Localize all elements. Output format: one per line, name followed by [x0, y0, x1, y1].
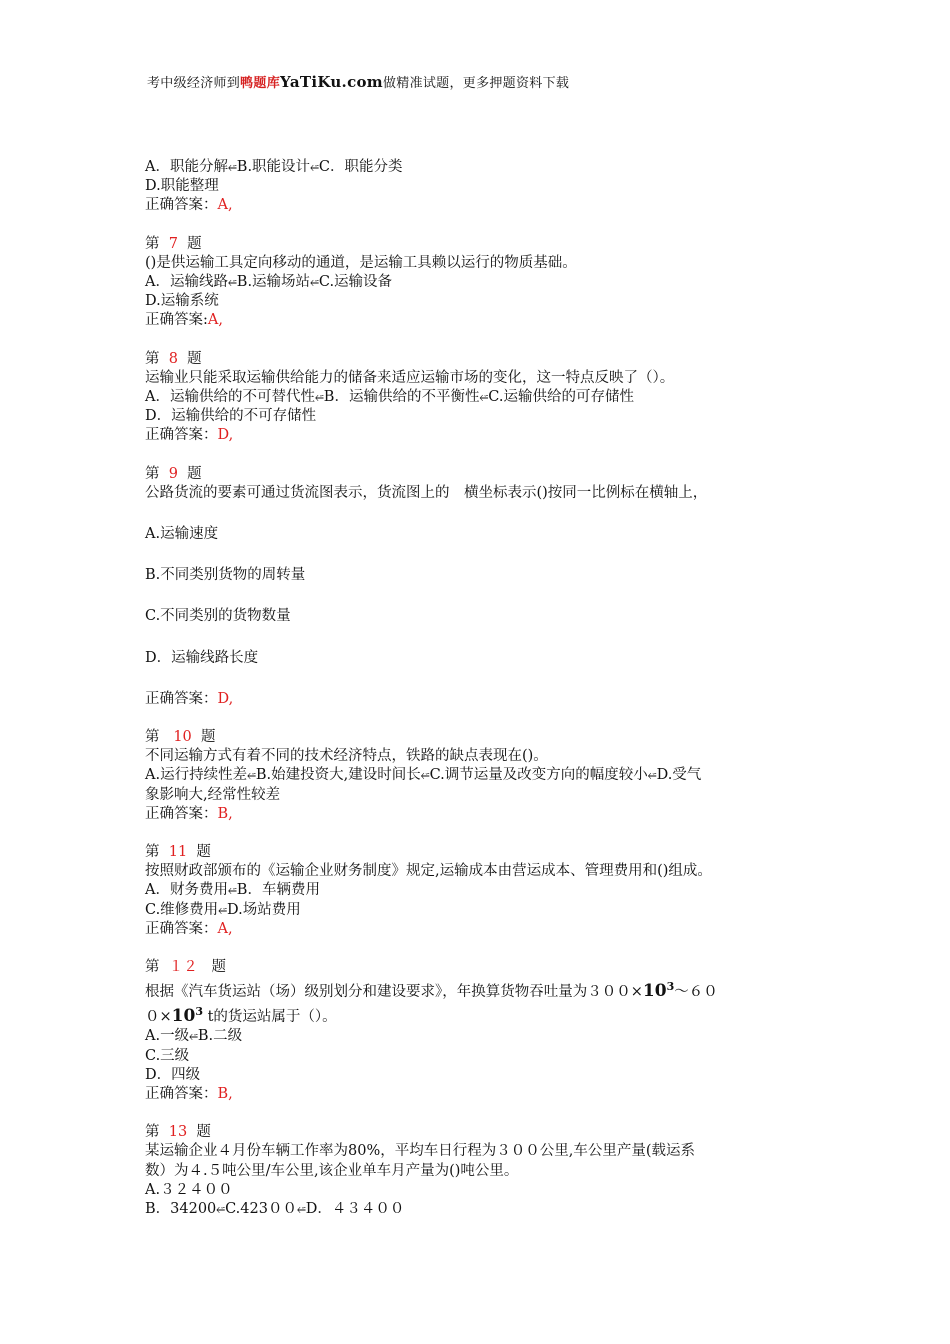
separator-glyph: ⭁ — [310, 161, 319, 174]
q8-option-c: C.运输供给的可存储性 — [488, 389, 634, 406]
q13-option-b: B．34200 — [145, 1200, 217, 1217]
separator-glyph: ⭁ — [189, 1030, 198, 1044]
answer-label: 正确答案： — [145, 920, 218, 937]
answer-value: D, — [217, 690, 234, 707]
q12-answer — [145, 1085, 825, 1104]
q10-option-d-cont: 象影响大,经常性较差 — [145, 786, 281, 803]
q11-option-a: A．财务费用 — [145, 882, 228, 899]
q7-option-d: D.运输系统 — [145, 293, 219, 310]
page-header — [147, 72, 569, 91]
question-number: 7 — [168, 235, 178, 252]
q11-option-b: B．车辆费用 — [236, 882, 320, 899]
q7-answer — [145, 311, 825, 330]
power-exponent: 3 — [195, 1005, 203, 1019]
q11-options-row-2 — [145, 901, 825, 920]
power-base: 10 — [642, 981, 667, 1002]
q8-option-a: A．运输供给的不可替代性 — [145, 389, 315, 406]
q6-option-c: C．职能分类 — [318, 159, 403, 175]
q11-title: 第 11 题 — [145, 844, 211, 861]
separator-glyph: ⭁ — [247, 769, 256, 783]
question-number: 9 — [168, 465, 178, 482]
header-prefix: 考中级经济师到 — [147, 76, 241, 91]
q12-option-a: A.一级 — [145, 1028, 190, 1045]
question-number: 10 — [173, 729, 192, 746]
q13-stem-line-1: 某运输企业４月份车辆工作率为80%，平均车日行程为３００公里,车公里产量(载运系 — [145, 1143, 695, 1160]
q7-title: 第 7 题 — [145, 235, 202, 252]
answer-value: A, — [217, 920, 233, 937]
q13-option-a: A.３２４００ — [145, 1181, 233, 1198]
q6-option-b: B.职能设计 — [236, 159, 311, 175]
separator-glyph: ⭁ — [296, 1202, 306, 1216]
q13-stem-line-2: 数）为４.５吨公里/车公里,该企业单车月产量为()吨公里。 — [145, 1162, 519, 1179]
power-base: 10 — [171, 1006, 196, 1027]
q11-option-c: C.维修费用 — [145, 901, 219, 918]
q6-option-a: A．职能分解 — [145, 159, 228, 175]
q9-title: 第 9 题 — [145, 465, 202, 482]
q12-option-d: D．四级 — [145, 1066, 201, 1083]
q6-option-d: D.职能整理 — [145, 178, 219, 195]
answer-value: D, — [217, 427, 234, 444]
answer-value: A, — [207, 312, 223, 329]
q8-title: 第 8 题 — [145, 350, 202, 367]
header-brand[interactable]: 鸭题库 — [240, 76, 281, 91]
q9-option-d: D．运输线路长度 — [145, 649, 259, 666]
q10-option-a: A.运行持续性差 — [145, 767, 248, 784]
q11-stem: 按照财政部颁布的《运输企业财务制度》规定,运输成本由营运成本、管理费用和()组成。 — [145, 863, 712, 880]
q9-option-c: C.不同类别的货物数量 — [145, 608, 291, 625]
q12-stem-text: 根据《汽车货运站（场）级别划分和建设要求》，年换算货物吞吐量为３００× — [145, 984, 643, 1001]
answer-value: B, — [217, 805, 233, 822]
separator-glyph: ⭁ — [314, 391, 324, 405]
q12-stem-mid: ～６０ — [674, 984, 718, 1001]
separator-glyph: ⭁ — [218, 903, 227, 917]
q12-option-c: C.三级 — [145, 1047, 190, 1064]
answer-value: B, — [217, 1085, 233, 1102]
q12-stem-line-1 — [145, 977, 825, 1002]
separator-glyph: ⭁ — [479, 391, 489, 405]
q9-option-b: B.不同类别货物的周转量 — [145, 567, 306, 584]
q13-option-d: D．４３４００ — [305, 1200, 405, 1217]
separator-glyph: ⭁ — [227, 276, 237, 290]
q7-option-c: C.运输设备 — [318, 274, 393, 291]
q8-answer — [145, 426, 825, 445]
q11-options-row-1 — [145, 881, 825, 900]
q10-option-d: D.受气 — [656, 767, 702, 784]
separator-glyph: ⭁ — [647, 769, 657, 783]
header-site[interactable]: YaTiKu.com — [280, 73, 383, 91]
q8-option-d: D．运输供给的不可存储性 — [145, 408, 317, 425]
q9-answer — [145, 690, 825, 709]
q12-options-row — [145, 1027, 825, 1046]
q12-option-b: B.二级 — [197, 1028, 243, 1045]
q10-options-row — [145, 766, 825, 785]
answer-label: 正确答案： — [145, 197, 218, 214]
q8-option-b: B．运输供给的不平衡性 — [323, 389, 480, 406]
q8-options-row — [145, 388, 825, 407]
q12-stem-line-2: $0\times 10^3$ t的货运站属于（）。 — [145, 1005, 337, 1027]
question-number: 11 — [168, 844, 188, 861]
header-suffix: 做精准试题，更多押题资料下载 — [382, 76, 570, 91]
q8-stem: 运输业只能采取运输供给能力的储备来适应运输市场的变化，这一特点反映了（）。 — [145, 369, 675, 386]
q11-answer — [145, 920, 825, 939]
question-number: 13 — [168, 1124, 188, 1141]
answer-label: 正确答案: — [145, 312, 208, 329]
q11-option-d: D.场站费用 — [227, 901, 301, 918]
document-body — [145, 158, 825, 1219]
q13-options-row — [145, 1200, 825, 1219]
q7-option-b: B.运输场站 — [236, 274, 311, 291]
separator-glyph: ⭁ — [420, 769, 430, 783]
separator-glyph: ⭁ — [310, 276, 319, 290]
answer-value: A, — [217, 197, 233, 214]
q13-option-c: C.423００ — [225, 1200, 297, 1217]
question-number: 8 — [168, 350, 178, 367]
separator-glyph: ⭁ — [227, 161, 237, 174]
q9-stem: 公路货流的要素可通过货流图表示，货流图上的 横坐标表示()按同一比例标在横轴上， — [145, 484, 708, 501]
q9-option-a: A.运输速度 — [145, 526, 219, 543]
q10-answer — [145, 805, 825, 824]
q7-stem: ()是供运输工具定向移动的通道，是运输工具赖以运行的物质基础。 — [145, 254, 577, 271]
q12-title: 第 １２ 题 — [145, 959, 227, 976]
q7-options-row — [145, 273, 825, 292]
answer-label: 正确答案： — [145, 427, 218, 444]
q10-title: 第 10 题 — [145, 729, 216, 746]
q10-option-b: B.始建投资大,建设时间长 — [255, 767, 421, 784]
answer-label: 正确答案： — [145, 1085, 218, 1102]
answer-label: 正确答案： — [145, 690, 218, 707]
q13-title: 第 13 题 — [145, 1124, 211, 1141]
separator-glyph: ⭁ — [227, 884, 237, 898]
separator-glyph: ⭁ — [216, 1202, 226, 1216]
q10-option-c: C.调节运量及改变方向的幅度较小 — [429, 767, 648, 784]
question-number: １２ — [168, 959, 198, 976]
q10-stem: 不同运输方式有着不同的技术经济特点，铁路的缺点表现在()。 — [145, 748, 548, 765]
q6-answer — [145, 196, 825, 215]
q7-option-a: A．运输线路 — [145, 274, 228, 291]
q6-options-row — [145, 158, 825, 177]
answer-label: 正确答案： — [145, 805, 218, 822]
power-exponent: 3 — [666, 980, 675, 994]
